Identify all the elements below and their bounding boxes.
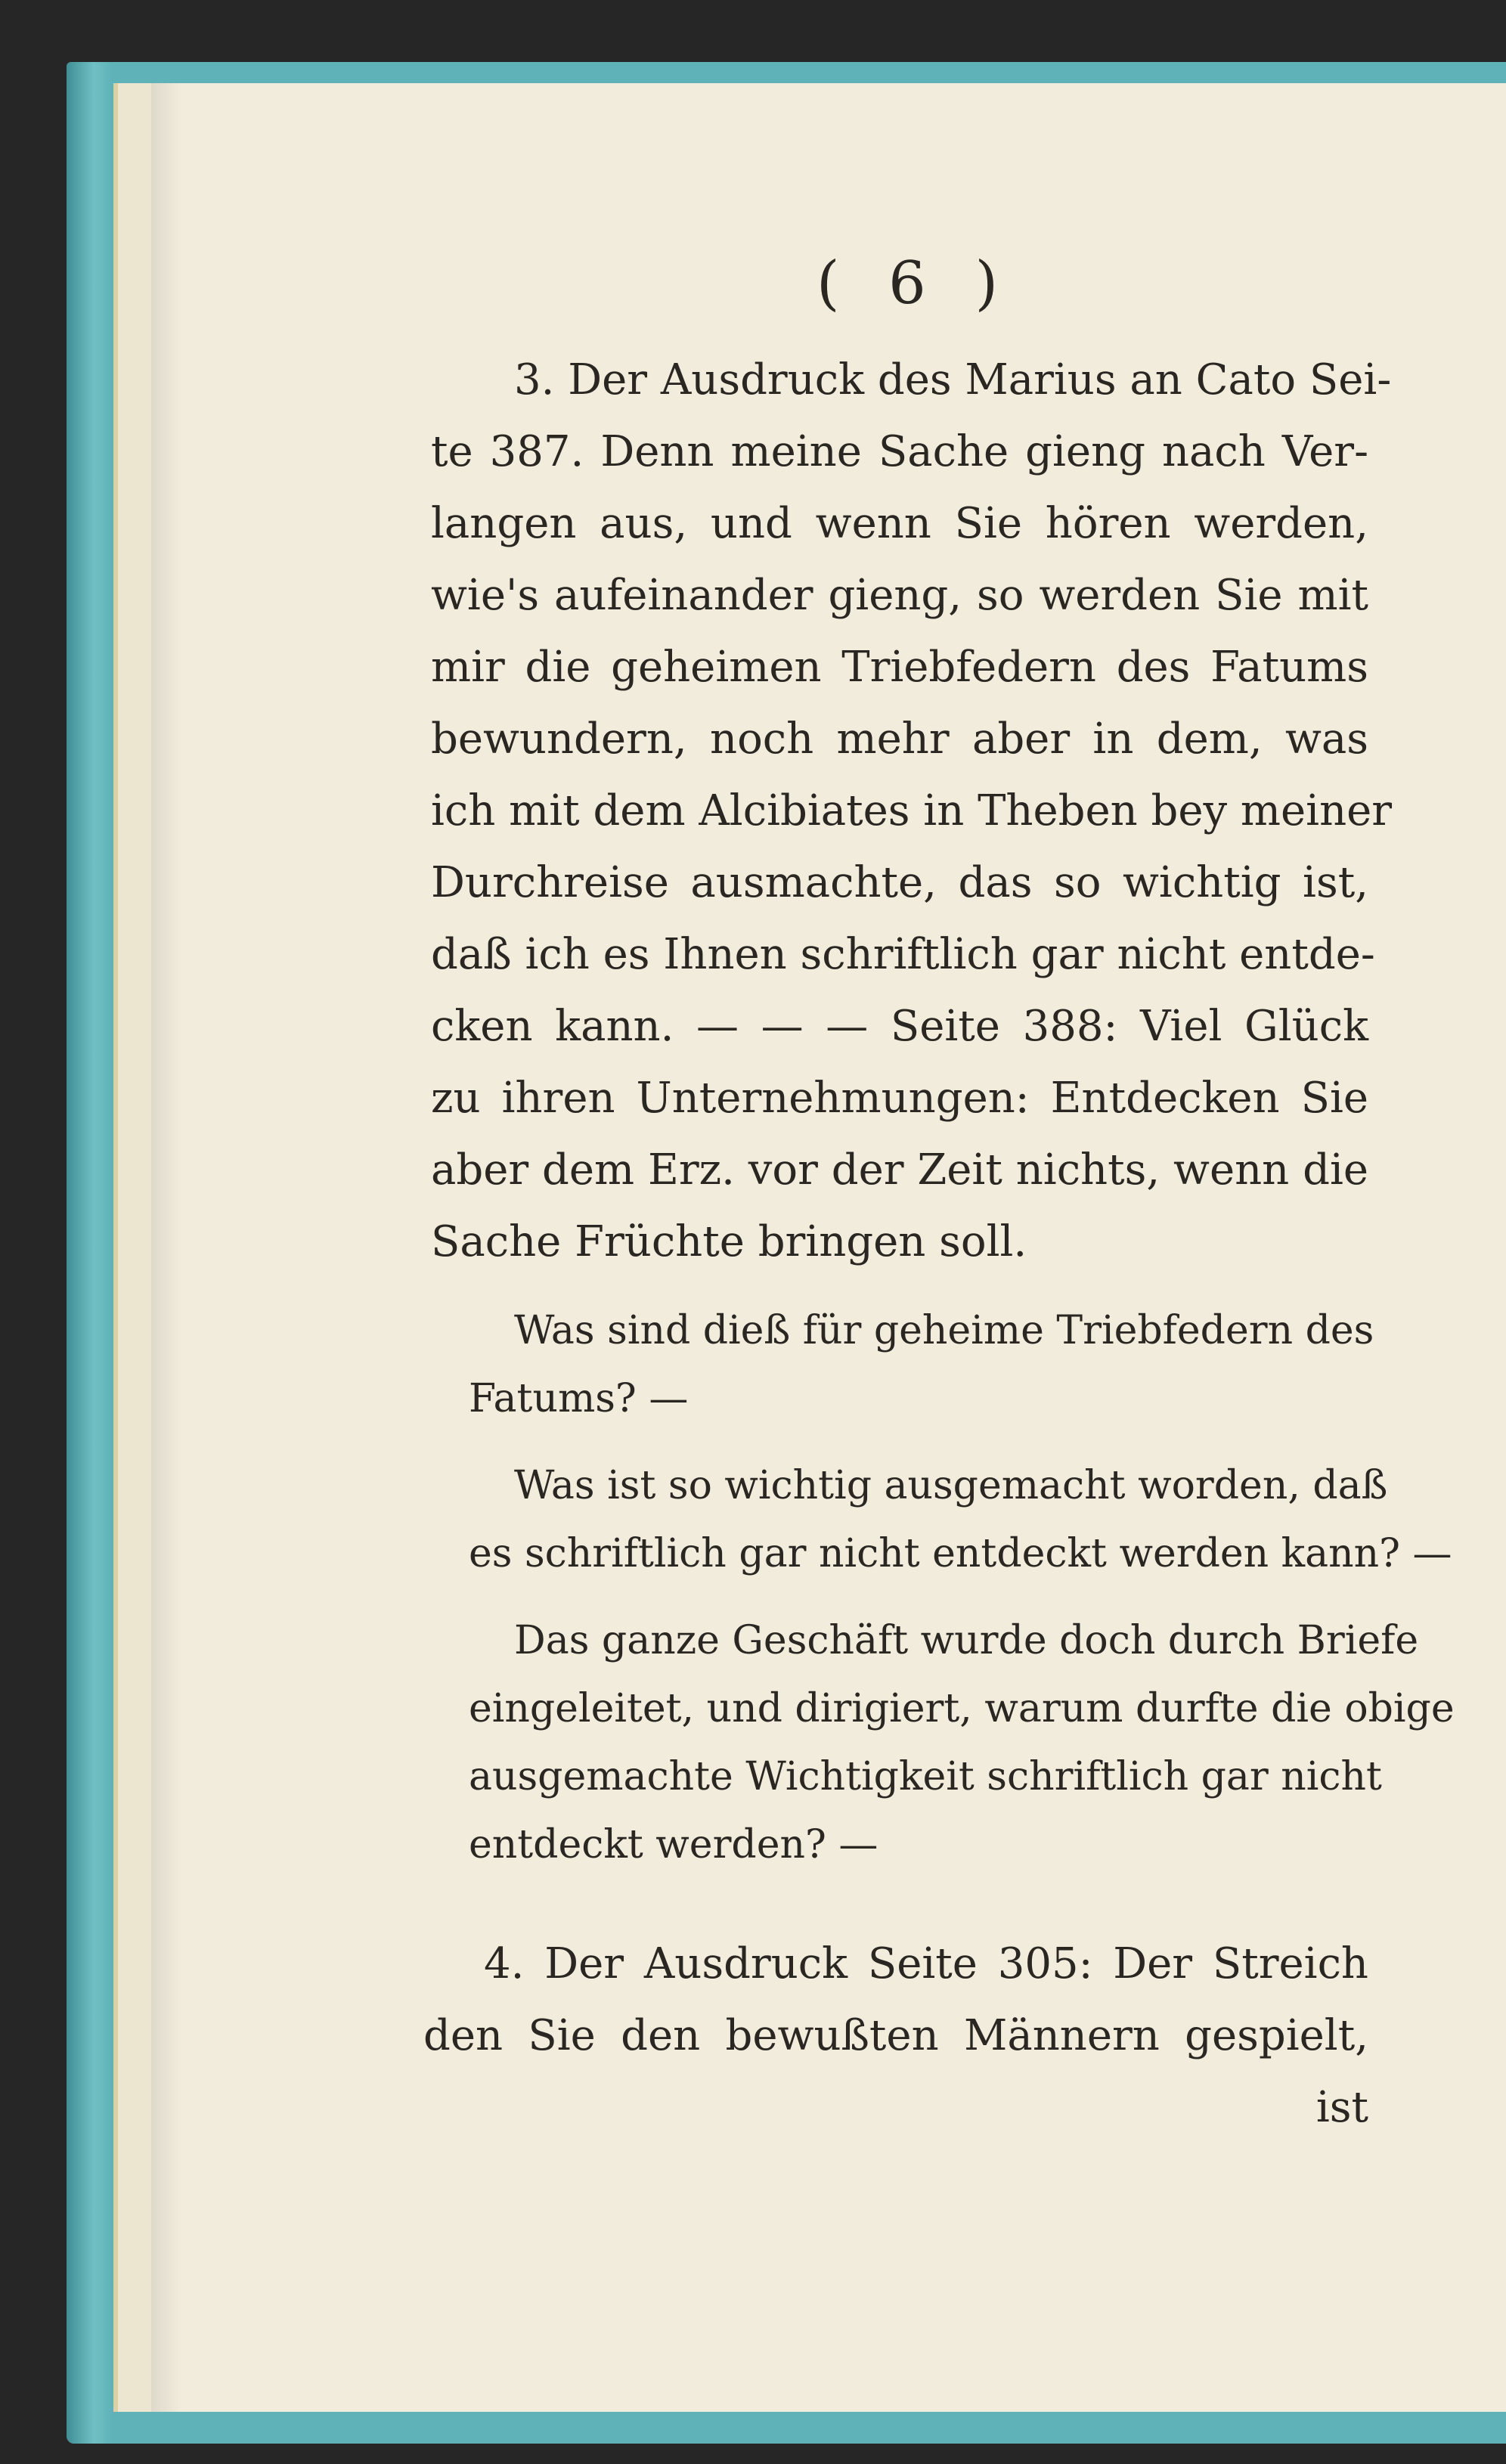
text-line: Was ist so wichtig ausgemacht worden, daß xyxy=(514,1463,1388,1508)
text-line: wie's aufeinander gieng, so werden Sie mit xyxy=(431,571,1368,620)
text-line: langen aus, und wenn Sie hören werden, xyxy=(431,499,1368,548)
text-line: ich mit dem Alcibiates in Theben bey meiner xyxy=(431,786,1393,835)
text-line: Das ganze Geschäft wurde doch durch Briefe xyxy=(514,1618,1419,1663)
text-line: te 387. Denn meine Sache gieng nach Ver- xyxy=(431,427,1368,476)
text-line: Was sind dieß für geheime Triebfedern des xyxy=(514,1308,1374,1353)
text-line: bewundern, noch mehr aber in dem, was xyxy=(431,714,1368,764)
text-line: ausgemachte Wichtigkeit schriftlich gar nicht xyxy=(469,1754,1382,1799)
text-line: den Sie den bewußten Männern gespielt, xyxy=(423,2011,1368,2060)
book-cover-edge xyxy=(67,62,112,2444)
page-gutter-shadow xyxy=(151,83,181,2412)
catchword: ist xyxy=(1315,2083,1368,2132)
text-line: es schriftlich gar nicht entdeckt werden kann? — xyxy=(469,1531,1452,1576)
text-line: mir die geheimen Triebfedern des Fatums xyxy=(431,643,1368,692)
text-line: Fatums? — xyxy=(469,1376,689,1421)
text-line: cken kann. — — — Seite 388: Viel Glück xyxy=(431,1002,1368,1051)
text-line: 4. Der Ausdruck Seite 305: Der Streich xyxy=(484,1939,1368,1988)
text-line: entdeckt werden? — xyxy=(469,1822,878,1867)
text-line: eingeleitet, und dirigiert, warum durfte die obige xyxy=(469,1686,1455,1731)
text-line: Sache Früchte bringen soll. xyxy=(431,1217,1027,1266)
text-line: zu ihren Unternehmungen: Entdecken Sie xyxy=(431,1074,1368,1123)
page-number: ( 6 ) xyxy=(816,249,1014,318)
text-line: 3. Der Ausdruck des Marius an Cato Sei- xyxy=(514,355,1392,404)
text-line: Durchreise ausmachte, das so wichtig ist, xyxy=(431,858,1368,907)
text-line: aber dem Erz. vor der Zeit nichts, wenn die xyxy=(431,1145,1368,1195)
text-line: daß ich es Ihnen schriftlich gar nicht entde- xyxy=(431,930,1375,979)
